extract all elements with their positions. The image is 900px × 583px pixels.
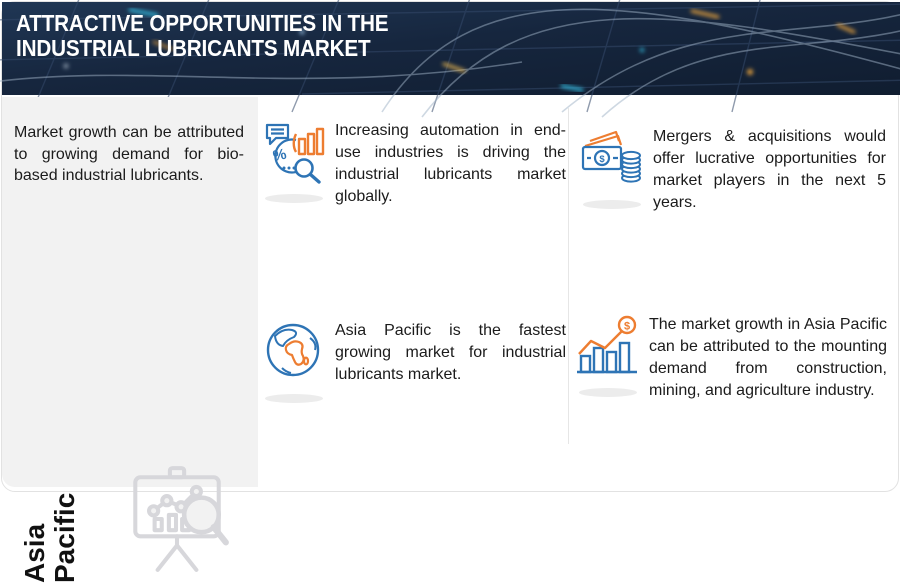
- svg-text:%: %: [271, 145, 289, 166]
- market-growth-description: Market growth can be attributed to growing demand for bio-based industrial lubricants.: [14, 124, 244, 184]
- insight-block-mergers: [580, 126, 886, 214]
- insight-text: Asia Pacific is the fastest growing market for industrial lubricants market.: [335, 322, 566, 383]
- page-title-line1: ATTRACTIVE OPPORTUNITIES IN THE: [16, 10, 389, 36]
- page-title: [16, 11, 388, 61]
- icon-shadow: [265, 194, 323, 203]
- analytics-percent-magnifier-icon: [262, 120, 326, 186]
- svg-text:$: $: [623, 320, 631, 333]
- quadrant-divider: [568, 108, 569, 444]
- header-banner: [2, 2, 900, 95]
- region-label-vertical: Asia Pacific: [19, 492, 80, 583]
- infographic-card: [1, 1, 899, 583]
- insight-text: The market growth in Asia Pacific can be attributed to the mounting demand from construction, mining, and agriculture industry.: [649, 316, 887, 399]
- presentation-chart-magnifier-watermark-icon: [120, 462, 232, 578]
- globe-icon: [262, 320, 326, 386]
- icon-shadow: [579, 388, 637, 397]
- page-title-line2: INDUSTRIAL LUBRICANTS MARKET: [16, 35, 371, 61]
- insight-block-market-growth: [576, 314, 887, 402]
- insight-block-asia-pacific: [262, 320, 566, 403]
- growth-bar-chart-dollar-icon: [576, 314, 640, 380]
- svg-text:$: $: [599, 154, 605, 165]
- insight-block-automation: [262, 120, 566, 208]
- insight-text: Mergers & acquisitions would offer lucrative opportunities for market players in the next 5 years.: [653, 128, 886, 211]
- insight-text: Increasing automation in end-use industries is driving the industrial lubricants market globally.: [335, 122, 566, 205]
- money-notes-coins-icon: [580, 126, 644, 192]
- icon-shadow: [265, 394, 323, 403]
- icon-shadow: [583, 200, 641, 209]
- left-summary-panel: [2, 97, 258, 583]
